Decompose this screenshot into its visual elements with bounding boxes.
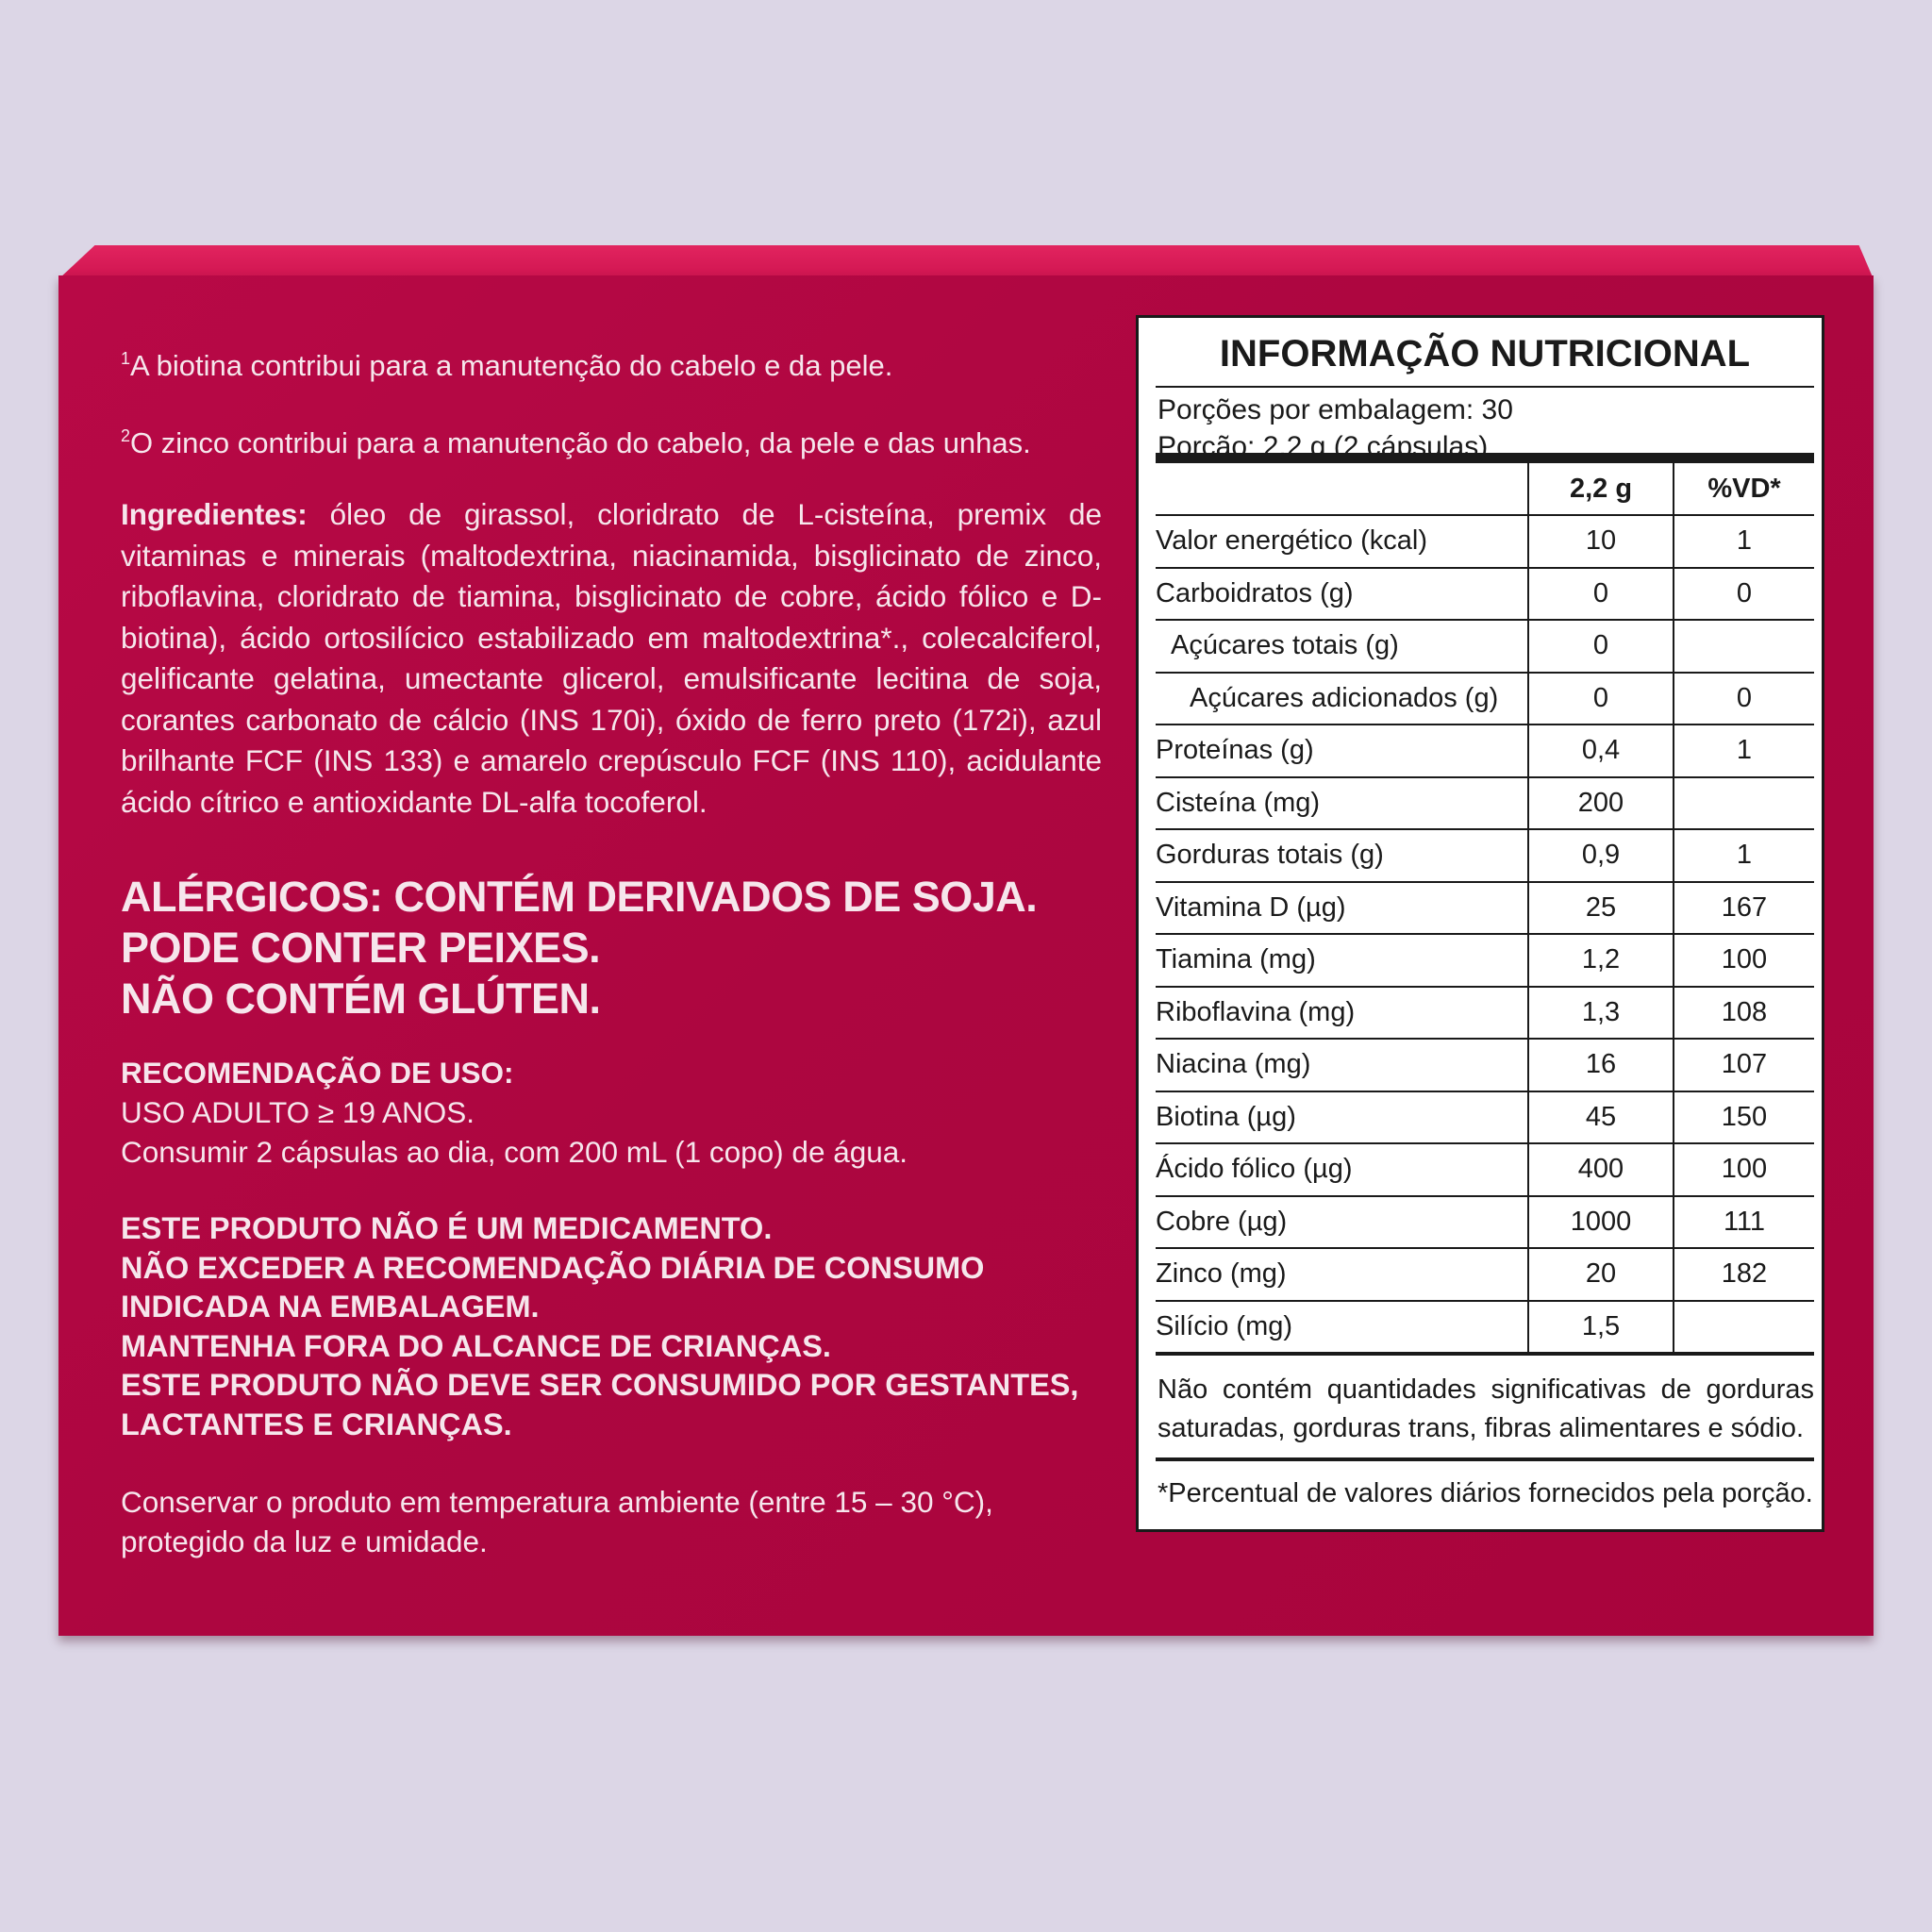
nutrition-footnote-vd: *Percentual de valores diários fornecidos pela porção.	[1158, 1478, 1813, 1508]
nutrient-vd: 111	[1674, 1196, 1814, 1249]
nutrient-vd: 100	[1674, 934, 1814, 987]
ingredients-text: óleo de girassol, cloridrato de L-cisteína, premix de vitaminas e minerais (maltodextrina, niacinamida, bisglicinato de zinco, riboflavina, cloridrato de tiamina, bisglicinato de cobre, ácido fólico e D-biotina), ácido ortosilícico estabilizado em maltodextrina*., colecalciferol, gelificante gelatina, umectante glicerol, emulsificante lecitina de soja, corantes carbonato de cálcio (INS 170i), óxido de ferro preto (172i), azul brilhante FCF (INS 133) e amarelo crepúsculo FCF (INS 110), acidulante ácido cítrico e antioxidante DL-alfa tocoferol.	[121, 497, 1102, 819]
nutrient-name: Tiamina (mg)	[1156, 934, 1528, 987]
nutrient-vd: 100	[1674, 1143, 1814, 1196]
header-vd: %VD*	[1674, 463, 1814, 515]
nutrient-amount: 0	[1528, 620, 1674, 673]
usage-title: RECOMENDAÇÃO DE USO:	[121, 1056, 514, 1090]
nutrient-amount: 0,9	[1528, 829, 1674, 882]
nutrient-amount: 45	[1528, 1091, 1674, 1144]
nutrition-facts-panel	[1136, 315, 1824, 1532]
nutrient-amount: 1,5	[1528, 1301, 1674, 1355]
allergen-line: ALÉRGICOS: CONTÉM DERIVADOS DE SOJA.	[121, 873, 1038, 921]
nutrient-vd: 167	[1674, 882, 1814, 935]
nutrient-vd: 108	[1674, 987, 1814, 1040]
nutrition-table	[1156, 463, 1814, 1356]
table-row	[1156, 829, 1814, 882]
nutrient-vd	[1674, 777, 1814, 830]
usage-line: Consumir 2 cápsulas ao dia, com 200 mL (1 copo) de água.	[121, 1135, 908, 1169]
allergen-line: NÃO CONTÉM GLÚTEN.	[121, 974, 601, 1023]
warning-line: NÃO EXCEDER A RECOMENDAÇÃO DIÁRIA DE CONSUMO	[121, 1250, 985, 1285]
table-row	[1156, 1091, 1814, 1144]
safety-warnings	[121, 1209, 1102, 1444]
ingredients	[121, 494, 1102, 823]
nutrient-name: Valor energético (kcal)	[1156, 515, 1528, 568]
table-row	[1156, 1039, 1814, 1091]
portion-info	[1156, 388, 1814, 463]
nutrient-amount: 0	[1528, 568, 1674, 621]
table-row	[1156, 568, 1814, 621]
nutrient-name: Ácido fólico (µg)	[1156, 1143, 1528, 1196]
nutrient-name: Vitamina D (µg)	[1156, 882, 1528, 935]
table-row	[1156, 724, 1814, 777]
nutrient-name: Gorduras totais (g)	[1156, 829, 1528, 882]
nutrient-vd: 1	[1674, 724, 1814, 777]
table-row	[1156, 1196, 1814, 1249]
usage-line: USO ADULTO ≥ 19 ANOS.	[121, 1095, 475, 1129]
warning-line: ESTE PRODUTO NÃO É UM MEDICAMENTO.	[121, 1211, 773, 1245]
nutrient-amount: 16	[1528, 1039, 1674, 1091]
header-amount: 2,2 g	[1528, 463, 1674, 515]
footnote-zinc	[121, 417, 1102, 462]
footnote-zinc-marker: 2	[121, 426, 131, 445]
table-row	[1156, 620, 1814, 673]
table-row	[1156, 987, 1814, 1040]
nutrient-name: Açúcares totais (g)	[1156, 620, 1528, 673]
nutrition-footnote-insignificant: Não contém quantidades significativas de gorduras saturadas, gorduras trans, fibras alimentares e sódio.	[1156, 1356, 1814, 1461]
nutrient-amount: 0,4	[1528, 724, 1674, 777]
nutrient-amount: 20	[1528, 1248, 1674, 1301]
header-empty	[1156, 463, 1528, 515]
portions-per-package: Porções por embalagem: 30	[1158, 394, 1513, 425]
nutrient-name: Silício (mg)	[1156, 1301, 1528, 1355]
storage-instructions	[121, 1482, 1102, 1561]
table-row	[1156, 673, 1814, 725]
nutrient-name: Cobre (µg)	[1156, 1196, 1528, 1249]
table-row	[1156, 515, 1814, 568]
nutrient-amount: 1,2	[1528, 934, 1674, 987]
nutrient-name: Zinco (mg)	[1156, 1248, 1528, 1301]
footnote-biotin-text: A biotina contribui para a manutenção do cabelo e da pele.	[130, 349, 893, 382]
nutrient-vd: 107	[1674, 1039, 1814, 1091]
footnote-biotin-marker: 1	[121, 349, 131, 368]
box-top-edge	[58, 245, 1874, 279]
allergen-warning	[121, 872, 1102, 1024]
nutrient-name: Carboidratos (g)	[1156, 568, 1528, 621]
nutrient-amount: 0	[1528, 673, 1674, 725]
ingredients-label: Ingredientes:	[121, 497, 308, 531]
nutrient-amount: 1,3	[1528, 987, 1674, 1040]
table-row	[1156, 934, 1814, 987]
table-header-row	[1156, 463, 1814, 515]
footnote-zinc-text: O zinco contribui para a manutenção do cabelo, da pele e das unhas.	[130, 426, 1031, 459]
table-row	[1156, 1248, 1814, 1301]
nutrient-amount: 10	[1528, 515, 1674, 568]
footnote-biotin	[121, 340, 1102, 385]
warning-line: LACTANTES E CRIANÇAS.	[121, 1407, 512, 1441]
nutrient-vd: 0	[1674, 568, 1814, 621]
nutrient-amount: 1000	[1528, 1196, 1674, 1249]
nutrient-name: Niacina (mg)	[1156, 1039, 1528, 1091]
storage-line: Conservar o produto em temperatura ambiente (entre 15 – 30 °C),	[121, 1485, 993, 1519]
table-row	[1156, 882, 1814, 935]
usage-recommendation	[121, 1053, 1102, 1172]
portion-size: Porção: 2,2 g (2 cápsulas)	[1158, 431, 1489, 462]
warning-line: MANTENHA FORA DO ALCANCE DE CRIANÇAS.	[121, 1328, 831, 1363]
nutrient-name: Açúcares adicionados (g)	[1156, 673, 1528, 725]
nutrient-vd	[1674, 1301, 1814, 1355]
left-text-column	[121, 321, 1102, 1561]
nutrient-name: Biotina (µg)	[1156, 1091, 1528, 1144]
table-row	[1156, 1143, 1814, 1196]
nutrient-vd: 1	[1674, 829, 1814, 882]
warning-line: ESTE PRODUTO NÃO DEVE SER CONSUMIDO POR GESTANTES,	[121, 1368, 1079, 1402]
table-row	[1156, 1301, 1814, 1355]
nutrient-name: Cisteína (mg)	[1156, 777, 1528, 830]
nutrient-amount: 200	[1528, 777, 1674, 830]
nutrient-name: Riboflavina (mg)	[1156, 987, 1528, 1040]
storage-line: protegido da luz e umidade.	[121, 1524, 488, 1558]
nutrition-title: INFORMAÇÃO NUTRICIONAL	[1156, 318, 1814, 388]
allergen-line: PODE CONTER PEIXES.	[121, 924, 601, 972]
warning-line: INDICADA NA EMBALAGEM.	[121, 1290, 540, 1324]
nutrient-vd: 182	[1674, 1248, 1814, 1301]
nutrient-amount: 400	[1528, 1143, 1674, 1196]
nutrient-vd: 150	[1674, 1091, 1814, 1144]
nutrient-vd: 1	[1674, 515, 1814, 568]
nutrient-name: Proteínas (g)	[1156, 724, 1528, 777]
table-row	[1156, 777, 1814, 830]
nutrient-vd	[1674, 620, 1814, 673]
nutrient-amount: 25	[1528, 882, 1674, 935]
nutrient-vd: 0	[1674, 673, 1814, 725]
